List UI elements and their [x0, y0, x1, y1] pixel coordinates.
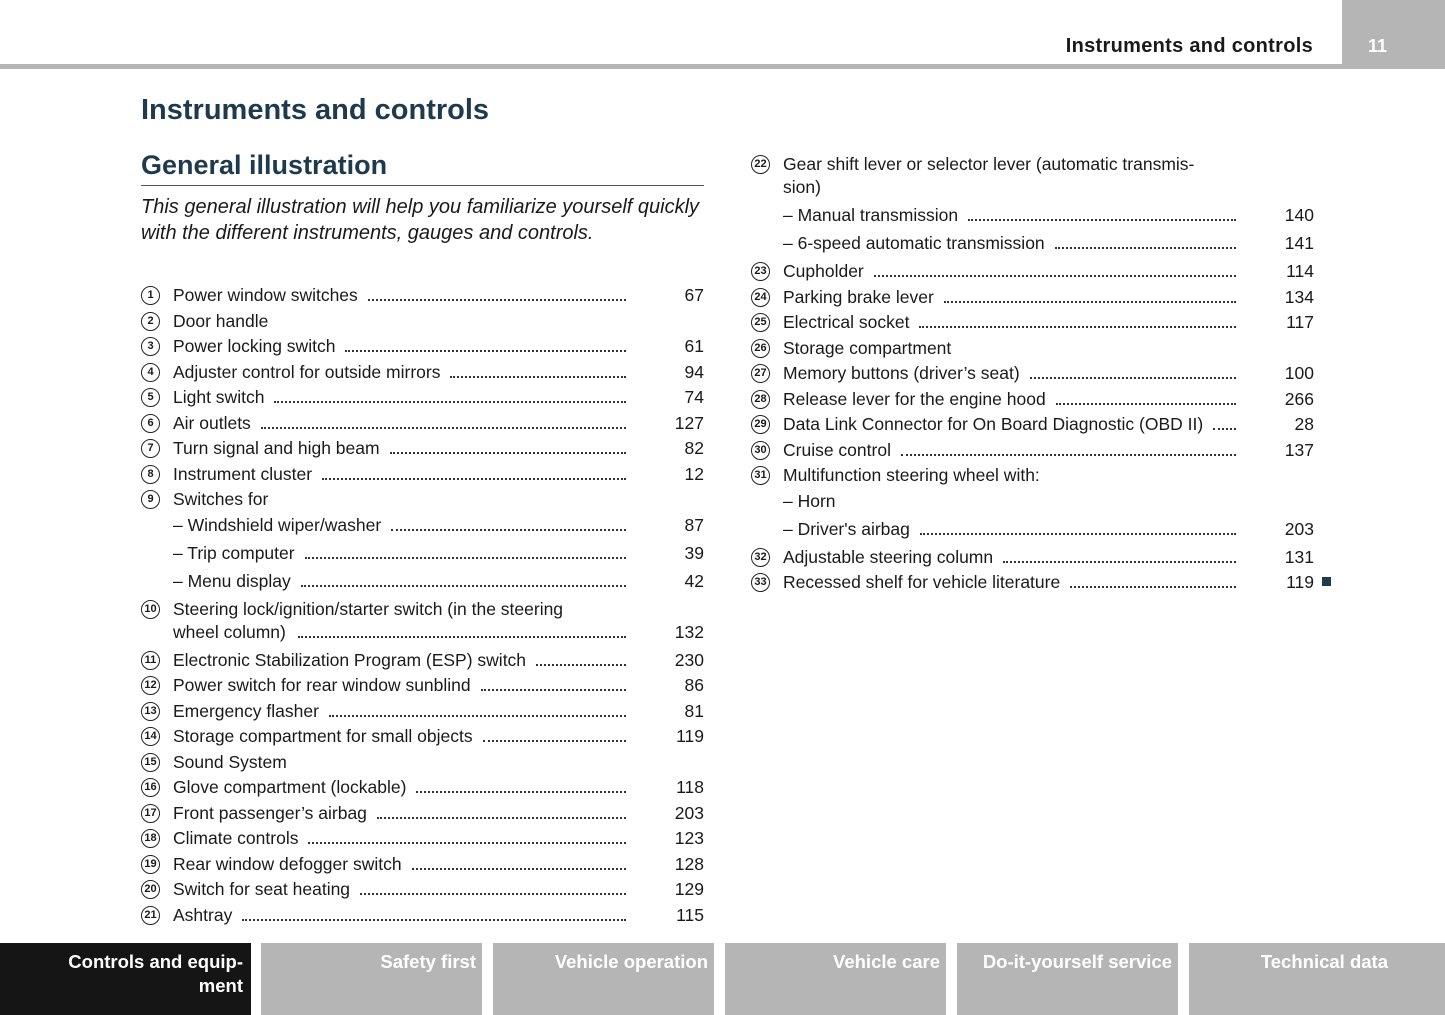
- nav-tab-vehicle-operation[interactable]: Vehicle operation: [493, 943, 714, 1015]
- dot-leader: [901, 444, 1236, 456]
- page-reference: 82: [684, 438, 704, 458]
- list-item: [141, 776, 704, 802]
- list-item: [751, 337, 1314, 363]
- dot-leader: [390, 442, 626, 454]
- nav-tab-technical-data[interactable]: Technical data: [1189, 943, 1445, 1015]
- item-label: Power switch for rear window sunblind: [173, 675, 471, 695]
- item-label: Storage compartment: [783, 337, 952, 358]
- item-number-badge: 29: [751, 415, 770, 434]
- item-number-badge: 8: [141, 465, 160, 484]
- item-number-badge: 2: [141, 312, 160, 331]
- item-label: Cruise control: [783, 439, 891, 460]
- dot-leader: [483, 730, 626, 742]
- page-reference: 137: [1284, 439, 1314, 460]
- item-label: Instrument cluster: [173, 463, 313, 484]
- nav-tab-do-it-yourself-service[interactable]: Do-it-yourself service: [957, 943, 1178, 1015]
- item-label: Turn signal and high beam: [173, 438, 380, 458]
- item-number-badge: 18: [141, 829, 160, 848]
- list-item: [141, 649, 704, 675]
- item-number-badge: 32: [751, 548, 770, 567]
- item-number-badge: 1: [141, 286, 160, 305]
- list-item: [141, 284, 704, 310]
- component-list-right: [751, 153, 1314, 597]
- section-divider: [141, 185, 704, 186]
- item-label: – 6-speed automatic transmission: [783, 233, 1045, 253]
- item-label: Light switch: [173, 387, 265, 407]
- list-item: [141, 853, 704, 879]
- list-item: [751, 439, 1314, 465]
- item-label: Sound System: [173, 751, 287, 772]
- list-sub-item: [141, 542, 704, 570]
- item-label: Parking brake lever: [783, 286, 934, 307]
- dot-leader: [368, 289, 626, 301]
- running-header-title: Instruments and controls: [1065, 35, 1313, 57]
- item-number-badge: 24: [751, 288, 770, 307]
- page-reference: 131: [1284, 546, 1314, 567]
- dot-leader: [377, 807, 626, 819]
- page-reference: 86: [684, 675, 704, 695]
- item-number-badge: 9: [141, 490, 160, 509]
- item-label: Power window switches: [173, 285, 358, 305]
- page-reference: 127: [674, 412, 704, 433]
- dot-leader: [412, 858, 626, 870]
- dot-leader: [968, 209, 1236, 221]
- item-label: Gear shift lever or selector lever (automatic transmis- sion): [783, 154, 1195, 197]
- page-reference: 115: [676, 904, 704, 925]
- page-reference: 128: [674, 853, 704, 874]
- page-reference: 81: [684, 700, 704, 721]
- list-item: [141, 488, 704, 514]
- dot-leader: [301, 575, 626, 587]
- list-item: [141, 412, 704, 438]
- list-item: [141, 310, 704, 336]
- item-label: Door handle: [173, 310, 269, 331]
- list-item: [141, 700, 704, 726]
- dot-leader: [416, 781, 626, 793]
- page-reference: 114: [1286, 261, 1314, 281]
- item-label: Front passenger’s airbag: [173, 802, 367, 823]
- list-sub-item: [141, 570, 704, 598]
- item-label: Data Link Connector for On Board Diagnostic (OBD II): [783, 414, 1204, 434]
- page-reference: 134: [1284, 286, 1314, 307]
- item-label: Memory buttons (driver’s seat): [783, 363, 1020, 383]
- list-item: [751, 388, 1314, 414]
- list-item: [141, 725, 704, 751]
- page-number: 11: [1342, 0, 1445, 69]
- chapter-navigation: [0, 943, 1445, 1015]
- list-item: [751, 311, 1314, 337]
- page-reference: 203: [1284, 518, 1314, 539]
- dot-leader: [450, 366, 626, 378]
- page-reference: 87: [684, 514, 704, 535]
- nav-tab-safety-first[interactable]: Safety first: [261, 943, 482, 1015]
- page-reference: 119: [1286, 572, 1314, 592]
- page-reference: 42: [684, 570, 704, 591]
- item-number-badge: 15: [141, 753, 160, 772]
- list-item: [141, 361, 704, 387]
- dot-leader: [1030, 367, 1236, 379]
- page-reference: 230: [674, 649, 704, 670]
- item-label: Multifunction steering wheel with:: [783, 465, 1040, 485]
- page-reference: 140: [1284, 205, 1314, 225]
- list-item: [141, 463, 704, 489]
- list-item: [751, 546, 1314, 572]
- page-reference: 28: [1294, 414, 1314, 434]
- item-label: Steering lock/ignition/starter switch (in the steering wheel column): [173, 598, 564, 642]
- list-sub-item: [751, 232, 1314, 260]
- page-reference: 117: [1286, 312, 1314, 332]
- dot-leader: [1056, 393, 1236, 405]
- dot-leader: [322, 468, 626, 480]
- list-item: [751, 286, 1314, 312]
- list-sub-item: [751, 518, 1314, 546]
- page-reference: 132: [674, 621, 704, 642]
- item-label: Adjuster control for outside mirrors: [173, 361, 441, 382]
- page-reference: 67: [684, 285, 704, 305]
- dot-leader: [274, 391, 626, 403]
- item-number-badge: 25: [751, 313, 770, 332]
- item-label: Recessed shelf for vehicle literature: [783, 572, 1061, 592]
- dot-leader: [360, 883, 626, 895]
- item-label: – Manual transmission: [783, 205, 959, 225]
- list-sub-item: [751, 204, 1314, 232]
- item-label: Glove compartment (lockable): [173, 777, 407, 797]
- list-item: [751, 362, 1314, 388]
- item-number-badge: 23: [751, 262, 770, 281]
- item-number-badge: 27: [751, 364, 770, 383]
- list-item: [751, 571, 1314, 597]
- item-number-badge: 31: [751, 466, 770, 485]
- intro-paragraph: This general illustration will help you familiarize yourself quickly with the different instruments, gauges and controls.: [141, 196, 700, 244]
- item-number-badge: 14: [141, 727, 160, 746]
- dot-leader: [481, 679, 626, 691]
- item-number-badge: 16: [141, 778, 160, 797]
- page-reference: 74: [684, 387, 704, 407]
- chapter-title: Instruments and controls: [141, 94, 490, 126]
- page-reference: 141: [1284, 233, 1314, 253]
- item-label: Emergency flasher: [173, 700, 319, 721]
- page-reference: 61: [684, 336, 704, 356]
- dot-leader: [1070, 576, 1236, 588]
- dot-leader: [261, 417, 626, 429]
- dot-leader: [920, 523, 1236, 535]
- page-reference: 12: [684, 463, 704, 484]
- item-label: Climate controls: [173, 828, 299, 848]
- dot-leader: [1003, 551, 1236, 563]
- dot-leader: [1055, 237, 1236, 249]
- item-number-badge: 13: [141, 702, 160, 721]
- item-number-badge: 4: [141, 363, 160, 382]
- list-item: [141, 802, 704, 828]
- item-label: Power locking switch: [173, 336, 336, 356]
- item-number-badge: 7: [141, 439, 160, 458]
- item-label: Release lever for the engine hood: [783, 388, 1046, 409]
- section-title: General illustration: [141, 150, 388, 180]
- item-label: Switch for seat heating: [173, 879, 351, 899]
- dot-leader: [536, 654, 626, 666]
- page-reference: 266: [1284, 388, 1314, 409]
- dot-leader: [345, 340, 626, 352]
- list-item: [141, 878, 704, 904]
- page-reference: 123: [674, 828, 704, 848]
- page-reference: 119: [676, 726, 704, 746]
- dot-leader: [919, 316, 1236, 328]
- item-number-badge: 17: [141, 804, 160, 823]
- list-item: [141, 674, 704, 700]
- page-reference: 39: [684, 542, 704, 563]
- item-label: – Driver's airbag: [783, 518, 910, 539]
- item-label: Rear window defogger switch: [173, 853, 402, 874]
- list-sub-item: [141, 514, 704, 542]
- item-label: Ashtray: [173, 904, 233, 925]
- item-label: – Menu display: [173, 570, 291, 591]
- dot-leader: [874, 265, 1236, 277]
- item-number-badge: 12: [141, 676, 160, 695]
- page-reference: 94: [684, 361, 704, 382]
- list-item: [751, 260, 1314, 286]
- list-item: [141, 335, 704, 361]
- item-number-badge: 20: [141, 880, 160, 899]
- item-number-badge: 33: [751, 573, 770, 592]
- dot-leader: [242, 909, 626, 921]
- page-reference: 129: [674, 879, 704, 899]
- item-label: – Windshield wiper/washer: [173, 514, 382, 535]
- header-rule: [0, 64, 1342, 69]
- item-label: Adjustable steering column: [783, 546, 994, 567]
- dot-leader: [305, 547, 626, 559]
- dot-leader: [329, 705, 626, 717]
- page-reference: 118: [676, 777, 704, 797]
- item-number-badge: 26: [751, 339, 770, 358]
- item-label: – Trip computer: [173, 542, 295, 563]
- item-label: Cupholder: [783, 261, 864, 281]
- item-label: – Horn: [783, 490, 836, 511]
- list-item: [141, 904, 704, 930]
- item-number-badge: 30: [751, 441, 770, 460]
- item-label: Electronic Stabilization Program (ESP) switch: [173, 649, 527, 670]
- component-list-left: [141, 284, 704, 929]
- item-number-badge: 22: [751, 155, 770, 174]
- list-item: [751, 464, 1314, 490]
- list-item: [141, 751, 704, 777]
- dot-leader: [308, 832, 626, 844]
- item-label: Storage compartment for small objects: [173, 726, 473, 746]
- item-number-badge: 11: [141, 651, 160, 670]
- dot-leader: [391, 519, 626, 531]
- nav-tab-vehicle-care[interactable]: Vehicle care: [725, 943, 946, 1015]
- list-sub-item: [751, 490, 1314, 518]
- list-item: [751, 413, 1314, 439]
- item-number-badge: 21: [141, 906, 160, 925]
- item-number-badge: 6: [141, 414, 160, 433]
- list-item: [141, 437, 704, 463]
- dot-leader: [1213, 418, 1236, 430]
- page-reference: 100: [1284, 363, 1314, 383]
- item-number-badge: 5: [141, 388, 160, 407]
- item-number-badge: 28: [751, 390, 770, 409]
- item-number-badge: 10: [141, 600, 160, 619]
- item-label: Air outlets: [173, 412, 251, 433]
- item-number-badge: 3: [141, 337, 160, 356]
- list-item: [751, 153, 1314, 204]
- list-item: [141, 827, 704, 853]
- item-number-badge: 19: [141, 855, 160, 874]
- nav-tab-controls-and-equip-ment[interactable]: Controls and equip- ment: [0, 943, 251, 1015]
- dot-leader: [944, 291, 1236, 303]
- dot-leader: [298, 626, 626, 638]
- item-label: Electrical socket: [783, 312, 910, 332]
- list-item: [141, 598, 704, 649]
- list-item: [141, 386, 704, 412]
- item-label: Switches for: [173, 489, 269, 509]
- section-end-square: [1322, 577, 1331, 586]
- page-reference: 203: [674, 802, 704, 823]
